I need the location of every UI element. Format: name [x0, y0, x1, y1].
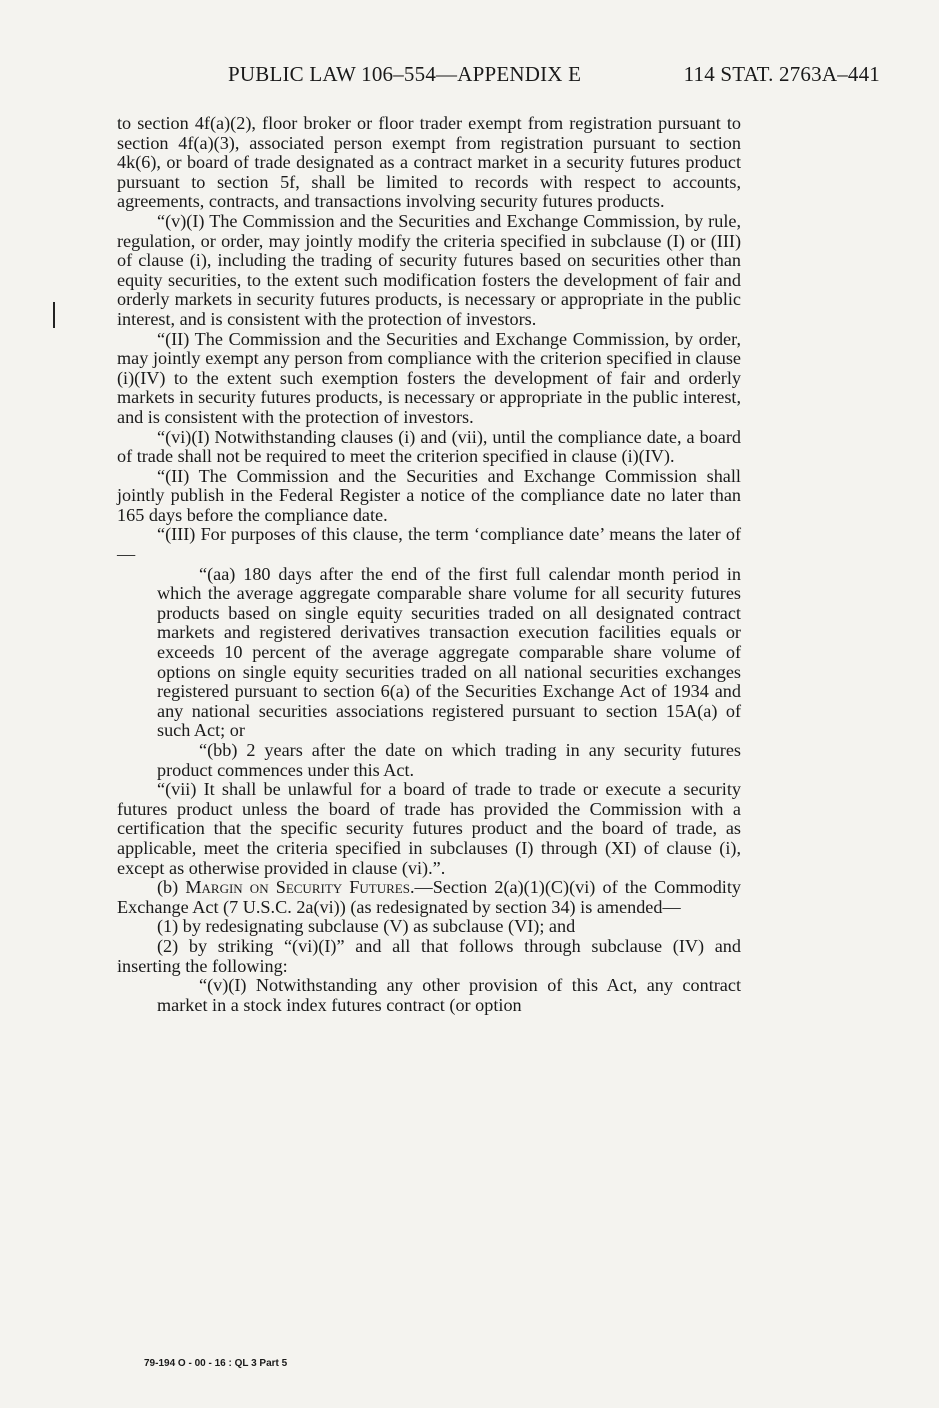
- paragraph-vi-III: “(III) For purposes of this clause, the term ‘compliance date’ means the later of—: [117, 524, 741, 565]
- subsection-b-heading: Margin on Security Futures.: [185, 877, 415, 898]
- amendment-item-2: (2) by striking “(vi)(I)” and all that follows through subclause (IV) and inserting the following:: [117, 935, 741, 976]
- subsection-b-text: Section 2(a)(1)(C)(vi) of the Commodity Exchange Act (7 U.S.C. 2a(vi)) (as redesignated by section 34) is amended—: [117, 877, 741, 917]
- paragraph-vii: “(vii) It shall be unlawful for a board of trade to trade or execute a security futures product unless the board of trade has provided the Commission with a certification that the specific security futures product and the board of trade, as applicable, meet the criteria specified in subclauses (I) through (XI) of clause (i), except as otherwise provided in clause (vi).”.: [117, 779, 741, 878]
- subsection-b-dash: —: [414, 877, 433, 898]
- print-footer: 79-194 O - 00 - 16 : QL 3 Part 5: [144, 1358, 288, 1369]
- margin-change-bar: [53, 302, 55, 328]
- paragraph-v-II: “(II) The Commission and the Securities and Exchange Commission, by order, may jointly exempt any person from compliance with the criterion specified in clause (i)(IV) to the extent such exemption fosters the development of fair and orderly markets in security futures products, is necessary or appropriate in the public interest, and is consistent with the protection of investors.: [117, 328, 741, 427]
- paragraph-vi-I: “(vi)(I) Notwithstanding clauses (i) and (vii), until the compliance date, a board of trade shall not be required to meet the criterion specified in clause (i)(IV).: [117, 426, 741, 467]
- paragraph-vi-II: “(II) The Commission and the Securities and Exchange Commission shall jointly publish in the Federal Register a notice of the compliance date no later than 165 days before the compliance date.: [117, 465, 741, 525]
- subsection-b: [117, 878, 741, 917]
- paragraph-new-v-I: “(v)(I) Notwithstanding any other provision of this Act, any contract market in a stock index futures contract (or option: [157, 975, 741, 1015]
- paragraph-bb: “(bb) 2 years after the date on which trading in any security futures product commences under this Act.: [157, 740, 741, 780]
- statute-page-number: 114 STAT. 2763A–441: [683, 62, 880, 86]
- subsection-b-prefix: (b): [157, 877, 186, 898]
- paragraph-aa: “(aa) 180 days after the end of the first full calendar month period in which the average aggregate comparable share volume for all security futures products based on single equity securities traded on all designated contract markets and registered derivatives transaction execution facilities equals or exceeds 10 percent of the average aggregate comparable share volume of options on single equity securities traded on all national securities exchanges registered pursuant to section 6(a) of the Securities Exchange Act of 1934 and any national securities associations registered pursuant to section 15A(a) of such Act; or: [157, 563, 741, 741]
- public-law-header: PUBLIC LAW 106–554—APPENDIX E: [228, 62, 582, 86]
- paragraph-v-I: “(v)(I) The Commission and the Securities and Exchange Commission, by rule, regulation, or order, may jointly modify the criteria specified in subclause (I) or (III) of clause (i), including the trading of security futures based on securities other than equity securities, to the extent such modification fosters the development of fair and orderly markets in security futures products, is necessary or appropriate in the public interest, and is consistent with the protection of investors.: [117, 210, 741, 329]
- body-text: [117, 114, 741, 1015]
- amendment-item-1: (1) by redesignating subclause (V) as subclause (VI); and: [157, 916, 576, 937]
- paragraph-continuation: to section 4f(a)(2), floor broker or floor trader exempt from registration pursuant to section 4f(a)(3), associated person exempt from registration pursuant to section 4k(6), or board of trade designated as a contract market in a security futures product pursuant to section 5f, shall be limited to records with respect to accounts, agreements, contracts, and transactions involving security futures products.: [117, 113, 741, 212]
